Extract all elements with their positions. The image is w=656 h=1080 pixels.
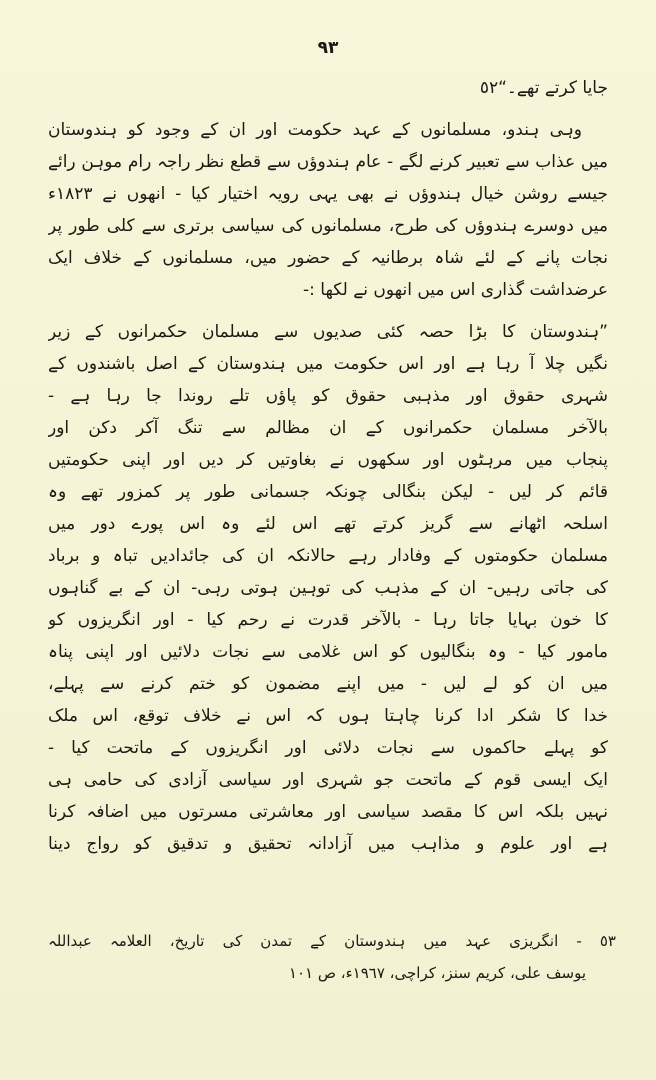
quote-line: ”ہندوستان کا بڑا حصہ کئی صدیوں سے مسلمان حکمرانوں کے زیر (48, 322, 608, 342)
main-text (48, 72, 608, 860)
quote-line: کی جاتی رہیں- ان کے مذہب کی توہین ہوتی رہی- ان کے بے گناہوں (48, 578, 608, 598)
quote-line: خدا کا شکر ادا کرنا چاہتا ہوں کہ اس نے خلاف توقع، اس ملک (48, 706, 608, 726)
footnote (48, 925, 616, 989)
quote-line: نگیں چلا آ رہا ہے اور اس حکومت میں ہندوستان کے اصل باشندوں کے (48, 354, 608, 374)
quote-line: میں ان کو لے لیں - میں اپنے مضمون کو ختم کرنے سے پہلے، (48, 674, 608, 694)
quote-line: نہیں بلکہ اس کا مقصد سیاسی اور معاشرتی مسرتوں میں اضافہ کرنا (48, 802, 608, 822)
quote-line: قائم کر لیں - لیکن بنگالی چونکہ جسمانی طور پر کمزور تھے وہ (48, 482, 608, 502)
quote-line: مامور کیا - وہ بنگالیوں کو اس غلامی سے نجات دلائیں اور اپنی پناہ (48, 642, 608, 662)
paragraph-1 (48, 114, 608, 306)
paragraph-line: عرضداشت گذاری اس میں انھوں نے لکھا :- (303, 280, 608, 300)
footnote-line: یوسف علی، کریم سنز، کراچی، ١٩٦٧ء، ص ١٠١ (288, 964, 586, 982)
block-quote (48, 316, 608, 860)
quote-line: اسلحہ اٹھانے سے گریز کرتے تھے اس لئے وہ اس پورے دور میں (48, 514, 608, 534)
intro-line: جایا کرتے تھے۔“٥٢ (479, 78, 608, 98)
quote-line: مسلمان حکومتوں کے وفادار رہے حالانکہ ان کی جائدادیں تباہ و برباد (48, 546, 608, 566)
quote-line: ایک ایسی قوم کے ماتحت جو شہری اور سیاسی آزادی کی حامی ہی (48, 770, 608, 790)
quote-line: بالآخر مسلمان حکمرانوں کے ان مظالم سے تنگ آکر دکن اور (48, 418, 608, 438)
quote-line: شہری حقوق اور مذہبی حقوق کو پاؤں تلے روندا جا رہا ہے - (48, 386, 608, 406)
quote-line: کو پہلے حاکموں سے نجات دلائی اور انگریزوں کے ماتحت کیا - (48, 738, 608, 758)
quote-line: پنجاب میں مرہٹوں اور سکھوں نے بغاوتیں کر دیں اور اپنی حکومتیں (48, 450, 608, 470)
paragraph-line: جیسے روشن خیال ہندوؤں نے بھی یہی رویہ اختیار کیا - انھوں نے ١٨٢٣ء (48, 184, 608, 204)
page-number: ٩٣ (317, 38, 339, 58)
paragraph-line: میں عذاب سے تعبیر کرنے لگے - عام ہندوؤں سے قطع نظر راجہ رام موہن رائے (48, 152, 608, 172)
footnote-line: ٥٣ - انگریزی عہد میں ہندوستان کے تمدن کی تاریخ، العلامہ عبداللہ (48, 932, 616, 950)
quote-line: کا خون بہایا جاتا رہا - بالآخر قدرت نے رحم کیا - اور انگریزوں کو (48, 610, 608, 630)
paragraph-line: نجات پانے کے لئے شاہ برطانیہ کے حضور میں، مسلمانوں کے خلاف ایک (48, 248, 608, 268)
quote-line: ہے اور علوم و مذاہب میں آزادانہ تحقیق و تدقیق کو رواج دینا (48, 834, 608, 854)
paragraph-line: وہی ہندو، مسلمانوں کے عہد حکومت اور ان کے وجود کو ہندوستان (48, 120, 582, 140)
paragraph-line: میں دوسرے ہندوؤں کی طرح، مسلمانوں کی سیاسی برتری سے کلی طور پر (48, 216, 608, 236)
